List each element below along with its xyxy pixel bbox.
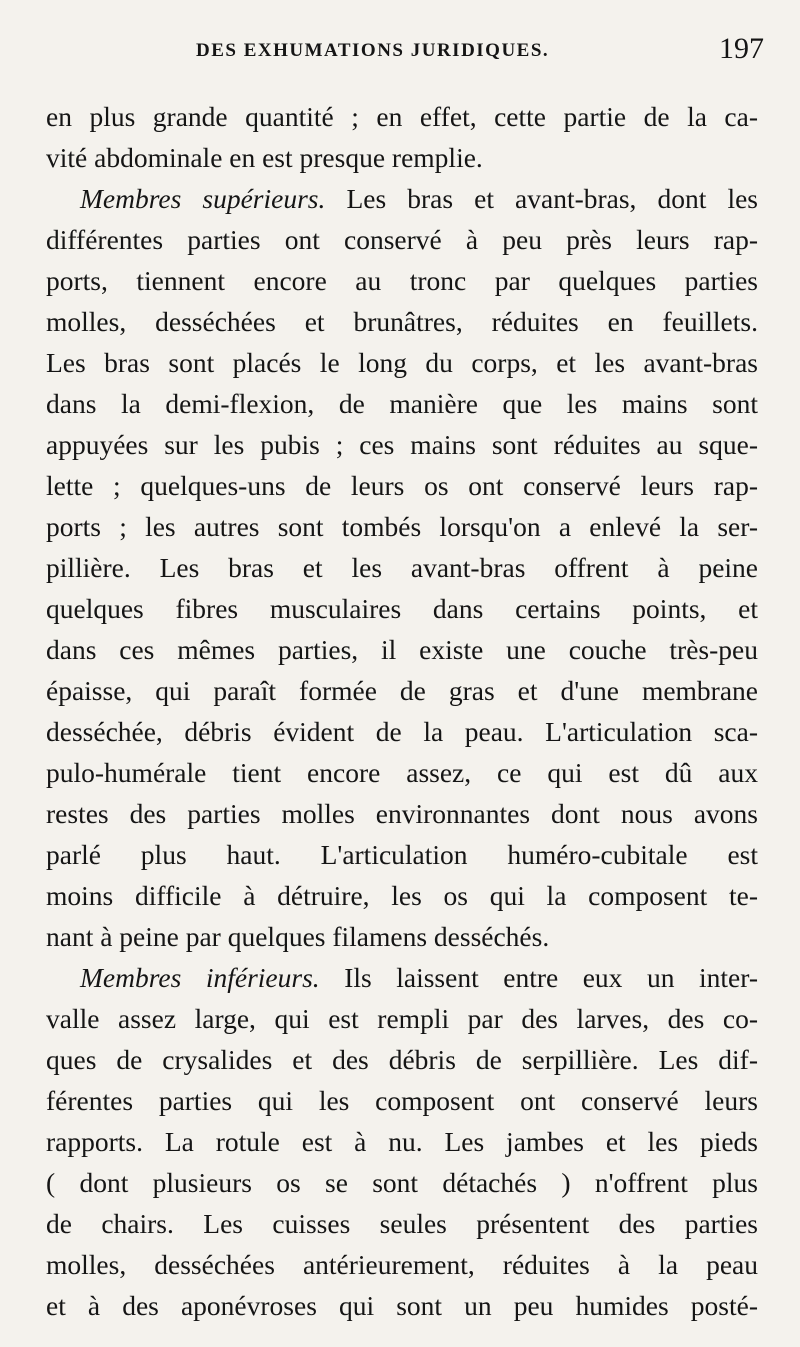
text-line: pillière. Les bras et les avant-bras offrent à peine [46,552,758,583]
section-heading-membres-superieurs: Membres supérieurs. [80,183,326,214]
text-line: molles, desséchées et brunâtres, réduites en feuillets. [46,306,758,337]
text-line: valle assez large, qui est rempli par des larves, des co- [46,1003,758,1034]
text-line: et à des aponévroses qui sont un peu humides posté- [46,1290,758,1321]
text-line: Les bras sont placés le long du corps, et les avant-bras [46,347,758,378]
text-line: appuyées sur les pubis ; ces mains sont réduites au sque- [46,429,758,460]
text-line: dans la demi-flexion, de manière que les mains sont [46,388,758,419]
text-line: de chairs. Les cuisses seules présentent des parties [46,1208,758,1239]
text-line: en plus grande quantité ; en effet, cette partie de la ca- [46,101,758,132]
section-heading-membres-inferieurs: Membres inférieurs. [80,962,320,993]
text-run: Les bras et avant-bras, dont les [346,183,759,214]
body-text [46,96,758,1326]
text-line: parlé plus haut. L'articulation huméro-cubitale est [46,839,758,870]
text-line: pulo-humérale tient encore assez, ce qui est dû aux [46,757,758,788]
text-line: rapports. La rotule est à nu. Les jambes et les pieds [46,1126,758,1157]
text-line: vité abdominale en est presque remplie. [46,142,483,173]
text-line: différentes parties ont conservé à peu près leurs rap- [46,224,758,255]
text-line: nant à peine par quelques filamens desséchés. [46,921,550,952]
text-line: ports, tiennent encore au tronc par quelques parties [46,265,758,296]
text-line: quelques fibres musculaires dans certains points, et [46,593,758,624]
text-line: restes des parties molles environnantes dont nous avons [46,798,758,829]
text-line: lette ; quelques-uns de leurs os ont conservé leurs rap- [46,470,758,501]
paragraph-first-line [46,178,758,219]
text-line: férentes parties qui les composent ont conservé leurs [46,1085,758,1116]
text-line: molles, desséchées antérieurement, réduites à la peau [46,1249,758,1280]
text-line: dans ces mêmes parties, il existe une couche très-peu [46,634,758,665]
running-head: DES EXHUMATIONS JURIDIQUES. [196,40,550,61]
text-line: moins difficile à détruire, les os qui la composent te- [46,880,758,911]
text-line: épaisse, qui paraît formée de gras et d'une membrane [46,675,758,706]
page-number: 197 [719,32,764,65]
page-header [0,30,800,80]
text-line: ports ; les autres sont tombés lorsqu'on a enlevé la ser- [46,511,758,542]
text-line: ( dont plusieurs os se sont détachés ) n'offrent plus [46,1167,758,1198]
text-line: ques de crysalides et des débris de serpillière. Les dif- [46,1044,758,1075]
text-run: Ils laissent entre eux un inter- [344,962,758,993]
text-line: desséchée, débris évident de la peau. L'articulation sca- [46,716,758,747]
paragraph-first-line [46,957,758,998]
